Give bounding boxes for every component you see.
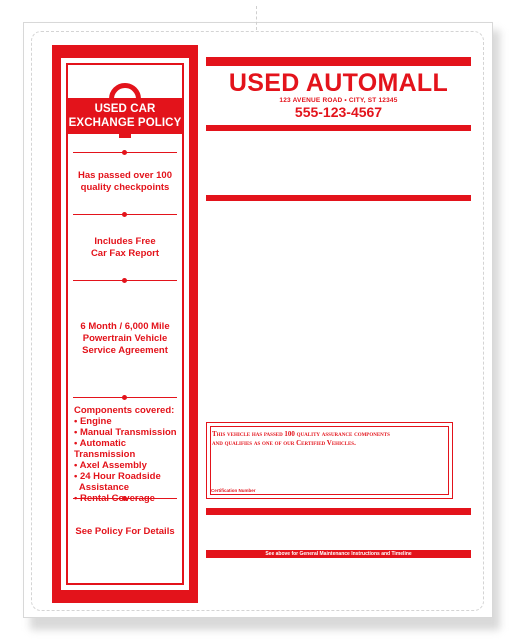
sidebar-divider: [73, 397, 177, 398]
component-item: • Axel Assembly: [74, 460, 147, 471]
feature-checkpoints-line2: quality checkpoints: [80, 182, 170, 193]
feature-checkpoints-line1: Has passed over 100: [77, 170, 172, 181]
sidebar-divider: [73, 498, 177, 499]
feature-powertrain: [67, 321, 183, 357]
sidebar-divider: [73, 280, 177, 281]
feature-checkpoints: [67, 170, 183, 194]
dealer-name: USED AUTOMALL: [228, 69, 449, 97]
divider-dot-icon: [122, 212, 127, 217]
divider-dot-icon: [122, 278, 127, 283]
feature-powertrain-line1: 6 Month / 6,000 Mile: [80, 321, 170, 332]
sidebar-divider: [73, 152, 177, 153]
certification-line1: This vehicle has passed 100 quality assurance components: [212, 430, 390, 438]
lower-divider-bar: [206, 508, 471, 515]
feature-powertrain-line2: Powertrain Vehicle: [82, 333, 168, 344]
divider-dot-icon: [122, 395, 127, 400]
component-item: • 24 Hour Roadside: [74, 471, 161, 482]
perforation-mark: [256, 6, 257, 30]
logo-line-1: USED CAR: [94, 103, 156, 115]
certification-number-label: Certification Number: [211, 488, 256, 493]
certification-line2: and qualifies as one of our Certified Vehicles.: [212, 439, 356, 447]
header-top-bar: [206, 57, 471, 66]
feature-carfax-line2: Car Fax Report: [90, 248, 160, 259]
feature-carfax: [67, 236, 183, 260]
component-item: • Engine: [74, 416, 112, 427]
feature-powertrain-line3: Service Agreement: [82, 345, 168, 356]
dealer-address: 123 AVENUE ROAD • CITY, ST 12345: [279, 97, 398, 104]
component-item: Assistance: [74, 482, 130, 493]
logo-banner: [67, 98, 183, 134]
component-item: • Automatic Transmission: [74, 438, 136, 460]
feature-carfax-line1: Includes Free: [94, 236, 156, 247]
logo-line-2: EXCHANGE POLICY: [68, 117, 182, 129]
components-covered: [74, 405, 184, 504]
policy-details-note: See Policy For Details: [75, 526, 175, 537]
exchange-policy-logo: [67, 83, 183, 149]
components-heading: Components covered:: [74, 405, 175, 416]
sidebar-divider: [73, 214, 177, 215]
certification-statement: [212, 430, 448, 448]
divider-dot-icon: [122, 496, 127, 501]
section-divider-bar: [206, 195, 471, 201]
header-bottom-bar: [206, 125, 471, 131]
maintenance-footer-bar: See above for General Maintenance Instructions and Timeline: [206, 550, 471, 558]
divider-dot-icon: [122, 150, 127, 155]
dealer-phone: 555-123-4567: [294, 104, 383, 120]
component-item: • Manual Transmission: [74, 427, 177, 438]
logo-stem: [119, 134, 131, 138]
